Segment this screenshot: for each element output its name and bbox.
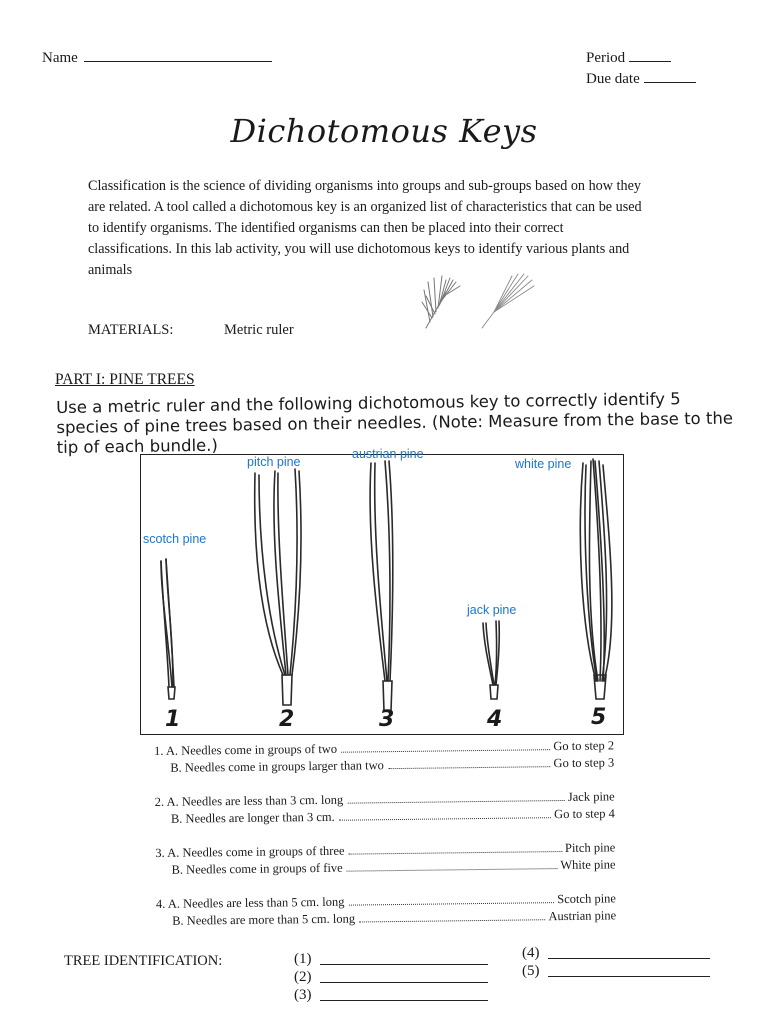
tree-identification-label: TREE IDENTIFICATION: bbox=[64, 953, 223, 969]
answer-label: (1) bbox=[294, 951, 312, 967]
dichotomous-key bbox=[154, 738, 616, 948]
name-blank[interactable] bbox=[84, 61, 272, 62]
key-result: Scotch pine bbox=[557, 891, 617, 907]
answer-label: (3) bbox=[294, 987, 312, 1003]
due-date-field[interactable] bbox=[586, 69, 696, 90]
pine-needles-drawing bbox=[141, 455, 625, 736]
answers-left bbox=[294, 950, 488, 1004]
pine-sprig-illustration bbox=[420, 272, 540, 341]
part-1-title: PART I: PINE TREES bbox=[55, 371, 195, 388]
key-step-3 bbox=[155, 840, 615, 880]
intro-paragraph: Classification is the science of dividing organisms into groups and sub-groups based on how they are related. A tool called a dichotomous key is an organized list of characteristics that can be used to identify organisms. The identified organisms can then be placed into their correct classifications. In this lab activity, you will use dichotomous keys to identify various plants and animals bbox=[88, 178, 642, 278]
answer-blank[interactable] bbox=[320, 1000, 488, 1001]
needle-bundle-1 bbox=[161, 559, 175, 699]
materials-value: Metric ruler bbox=[224, 322, 294, 338]
key-result: Go to step 4 bbox=[554, 806, 615, 822]
answer-blank[interactable] bbox=[548, 976, 710, 977]
key-result: Austrian pine bbox=[548, 908, 617, 924]
answer-label: (5) bbox=[522, 963, 540, 979]
key-result: Jack pine bbox=[567, 789, 615, 804]
key-result: Go to step 2 bbox=[553, 738, 615, 754]
answer-label: (2) bbox=[294, 969, 312, 985]
key-choice: 3. A. Needles come in groups of three bbox=[155, 843, 345, 860]
due-date-label: Due date bbox=[586, 71, 640, 87]
key-choice: B. Needles are longer than 3 cm. bbox=[170, 809, 335, 826]
due-date-blank[interactable] bbox=[644, 82, 696, 83]
needle-bundle-2 bbox=[255, 469, 301, 705]
key-result: Go to step 3 bbox=[553, 755, 615, 771]
specimen-number-1: 1 bbox=[165, 707, 181, 732]
specimen-number-5: 5 bbox=[591, 705, 607, 730]
key-step-1 bbox=[154, 738, 614, 778]
annotation-austrian-pine: austrian pine bbox=[352, 447, 424, 461]
key-choice: 2. A. Needles are less than 3 cm. long bbox=[154, 792, 344, 809]
answer-5[interactable] bbox=[522, 962, 710, 980]
key-choice: B. Needles come in groups of five bbox=[171, 860, 343, 877]
needle-bundle-3 bbox=[370, 461, 393, 711]
part-1-instructions: Use a metric ruler and the following dichotomous key to correctly identify 5 species of pine trees based on their needles. (Note: Measure from the base to the tip of each bundle.) bbox=[56, 389, 734, 457]
specimen-number-4: 4 bbox=[487, 707, 503, 732]
annotation-scotch-pine: scotch pine bbox=[143, 532, 207, 546]
answer-4[interactable] bbox=[522, 944, 710, 962]
header-right bbox=[586, 48, 696, 90]
pine-needle-figure bbox=[140, 447, 624, 735]
period-blank[interactable] bbox=[629, 61, 671, 62]
annotation-jack-pine: jack pine bbox=[467, 603, 517, 617]
key-choice: B. Needles come in groups larger than two bbox=[170, 758, 384, 775]
key-result: Pitch pine bbox=[564, 840, 616, 855]
specimen-number-3: 3 bbox=[379, 707, 395, 732]
needle-bundle-4 bbox=[483, 621, 499, 699]
annotation-pitch-pine: pitch pine bbox=[247, 455, 301, 469]
key-step-4 bbox=[156, 891, 616, 931]
answer-1[interactable] bbox=[294, 950, 488, 968]
materials-label: MATERIALS: bbox=[88, 322, 174, 338]
name-label: Name bbox=[42, 50, 78, 66]
period-field[interactable] bbox=[586, 48, 696, 69]
materials bbox=[88, 322, 294, 339]
page-title: Dichotomous Keys bbox=[230, 112, 538, 150]
answer-3[interactable] bbox=[294, 986, 488, 1004]
answer-blank[interactable] bbox=[320, 982, 488, 983]
answers-right bbox=[522, 944, 710, 980]
answer-label: (4) bbox=[522, 945, 540, 961]
key-choice: 1. A. Needles come in groups of two bbox=[154, 741, 338, 758]
needle-bundle-5 bbox=[580, 459, 612, 699]
answer-2[interactable] bbox=[294, 968, 488, 986]
period-label: Period bbox=[586, 50, 626, 66]
key-result: White pine bbox=[560, 857, 616, 873]
key-choice: B. Needles are more than 5 cm. long bbox=[172, 911, 356, 928]
specimen-number-2: 2 bbox=[279, 707, 295, 732]
name-field[interactable] bbox=[42, 50, 272, 67]
answer-blank[interactable] bbox=[320, 964, 488, 965]
key-step-2 bbox=[155, 789, 615, 829]
annotation-white-pine: white pine bbox=[515, 457, 572, 471]
key-choice: 4. A. Needles are less than 5 cm. long bbox=[155, 894, 345, 911]
answer-blank[interactable] bbox=[548, 958, 710, 959]
